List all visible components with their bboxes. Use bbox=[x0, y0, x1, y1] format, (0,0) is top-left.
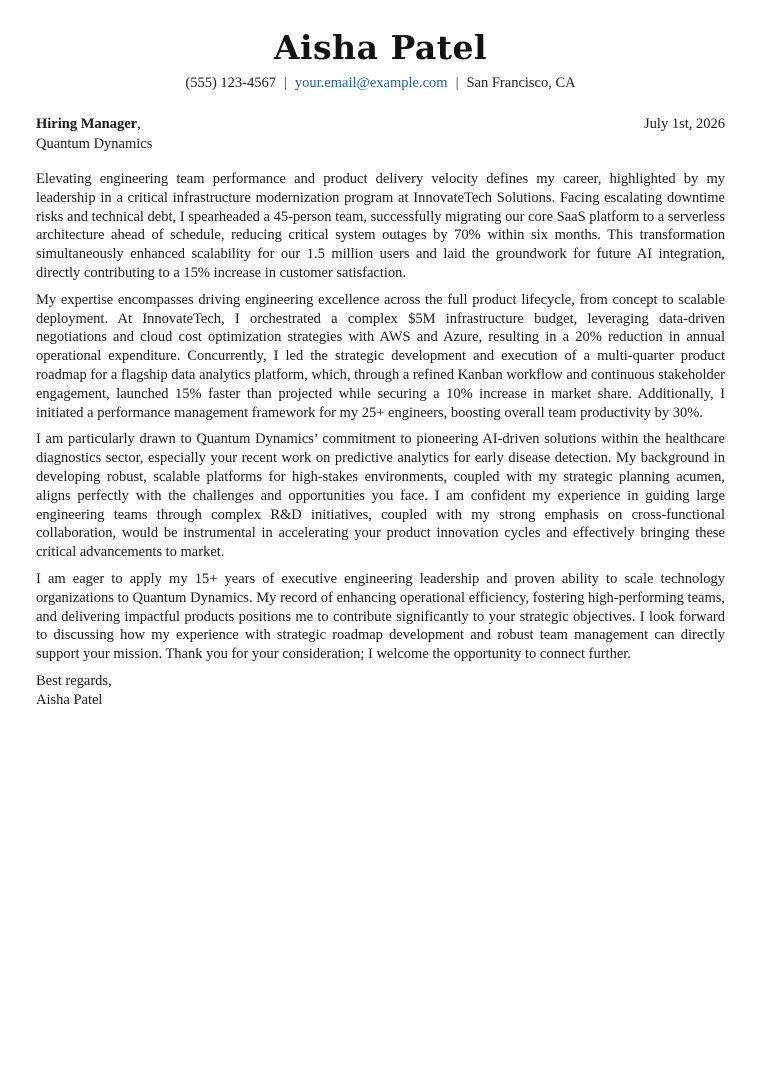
letter-body bbox=[36, 170, 725, 664]
applicant-name: Aisha Patel bbox=[273, 28, 488, 67]
recipient-name-suffix: , bbox=[137, 116, 141, 132]
contact-line bbox=[36, 74, 725, 92]
closing-signature: Aisha Patel bbox=[36, 691, 103, 708]
body-paragraph: My expertise encompasses driving engineering excellence across the full product lifecycle, from concept to scalable deployment. At InnovateTech, I orchestrated a complex $5M infrastructure budget, leveraging data-driven negotiations and cloud cost optimization strategies with AWS and Azure, resulting in a 20% reduction in annual operational expenditure. Concurrently, I led the strategic development and execution of a multi-quarter product roadmap for a flagship data analytics platform, which, through a refined Kanban workflow and continuous stakeholder engagement, launched 15% faster than projected while securing a 10% increase in market share. Additionally, I initiated a performance management framework for my 25+ engineers, boosting overall team productivity by 30%. bbox=[36, 291, 725, 421]
email-link[interactable]: your.email@example.com bbox=[294, 75, 448, 91]
recipient-company: Quantum Dynamics bbox=[36, 136, 153, 152]
separator: | bbox=[284, 75, 287, 91]
closing-block bbox=[36, 672, 725, 710]
body-paragraph: Elevating engineering team performance and product delivery velocity defines my career, highlighted by my leadership in a critical infrastructure modernization program at InnovateTech Solutions. Facing escalating downtime risks and technical debt, I spearheaded a 45-person team, successfully migrating our core SaaS platform to a serverless architecture ahead of schedule, reducing critical system outages by 70% within six months. This transformation simultaneously enhanced scalability for our 1.5 million users and laid the groundwork for future AI integration, directly contributing to a 15% increase in customer satisfaction. bbox=[36, 171, 725, 281]
body-paragraph: I am particularly drawn to Quantum Dynamics’ commitment to pioneering AI-driven solutions within the healthcare diagnostics sector, especially your recent work on predictive analytics for early disease detection. My background in developing robust, scalable platforms for high-stakes environments, coupled with my strategic planning acumen, aligns perfectly with the challenges and opportunities you face. I am confident my experience in guiding large engineering teams through complex R&D initiatives, coupled with my strong emphasis on cross-functional collaboration, would be instrumental in accelerating your product innovation cycles and effectively bringing these critical advancements to market. bbox=[36, 431, 725, 561]
cover-letter-page bbox=[36, 28, 725, 710]
phone-number: (555) 123-4567 bbox=[185, 75, 276, 91]
body-paragraph: I am eager to apply my 15+ years of executive engineering leadership and proven ability to scale technology organizations to Quantum Dynamics. My record of enhancing operational efficiency, fostering high-performing teams, and delivering impactful products positions me to contribute significantly to your strategic objectives. I look forward to discussing how my experience with strategic roadmap development and robust team management can directly support your mission. Thank you for your consideration; I welcome the opportunity to connect further. bbox=[36, 570, 725, 663]
separator: | bbox=[455, 75, 459, 91]
recipient-line bbox=[36, 114, 141, 134]
closing-salutation: Best regards, bbox=[36, 672, 112, 689]
salutation-date-row bbox=[36, 114, 725, 134]
letter-date: July 1st, 2026 bbox=[644, 116, 725, 132]
recipient-name: Hiring Manager bbox=[36, 116, 138, 132]
location: San Francisco, CA bbox=[466, 75, 576, 91]
